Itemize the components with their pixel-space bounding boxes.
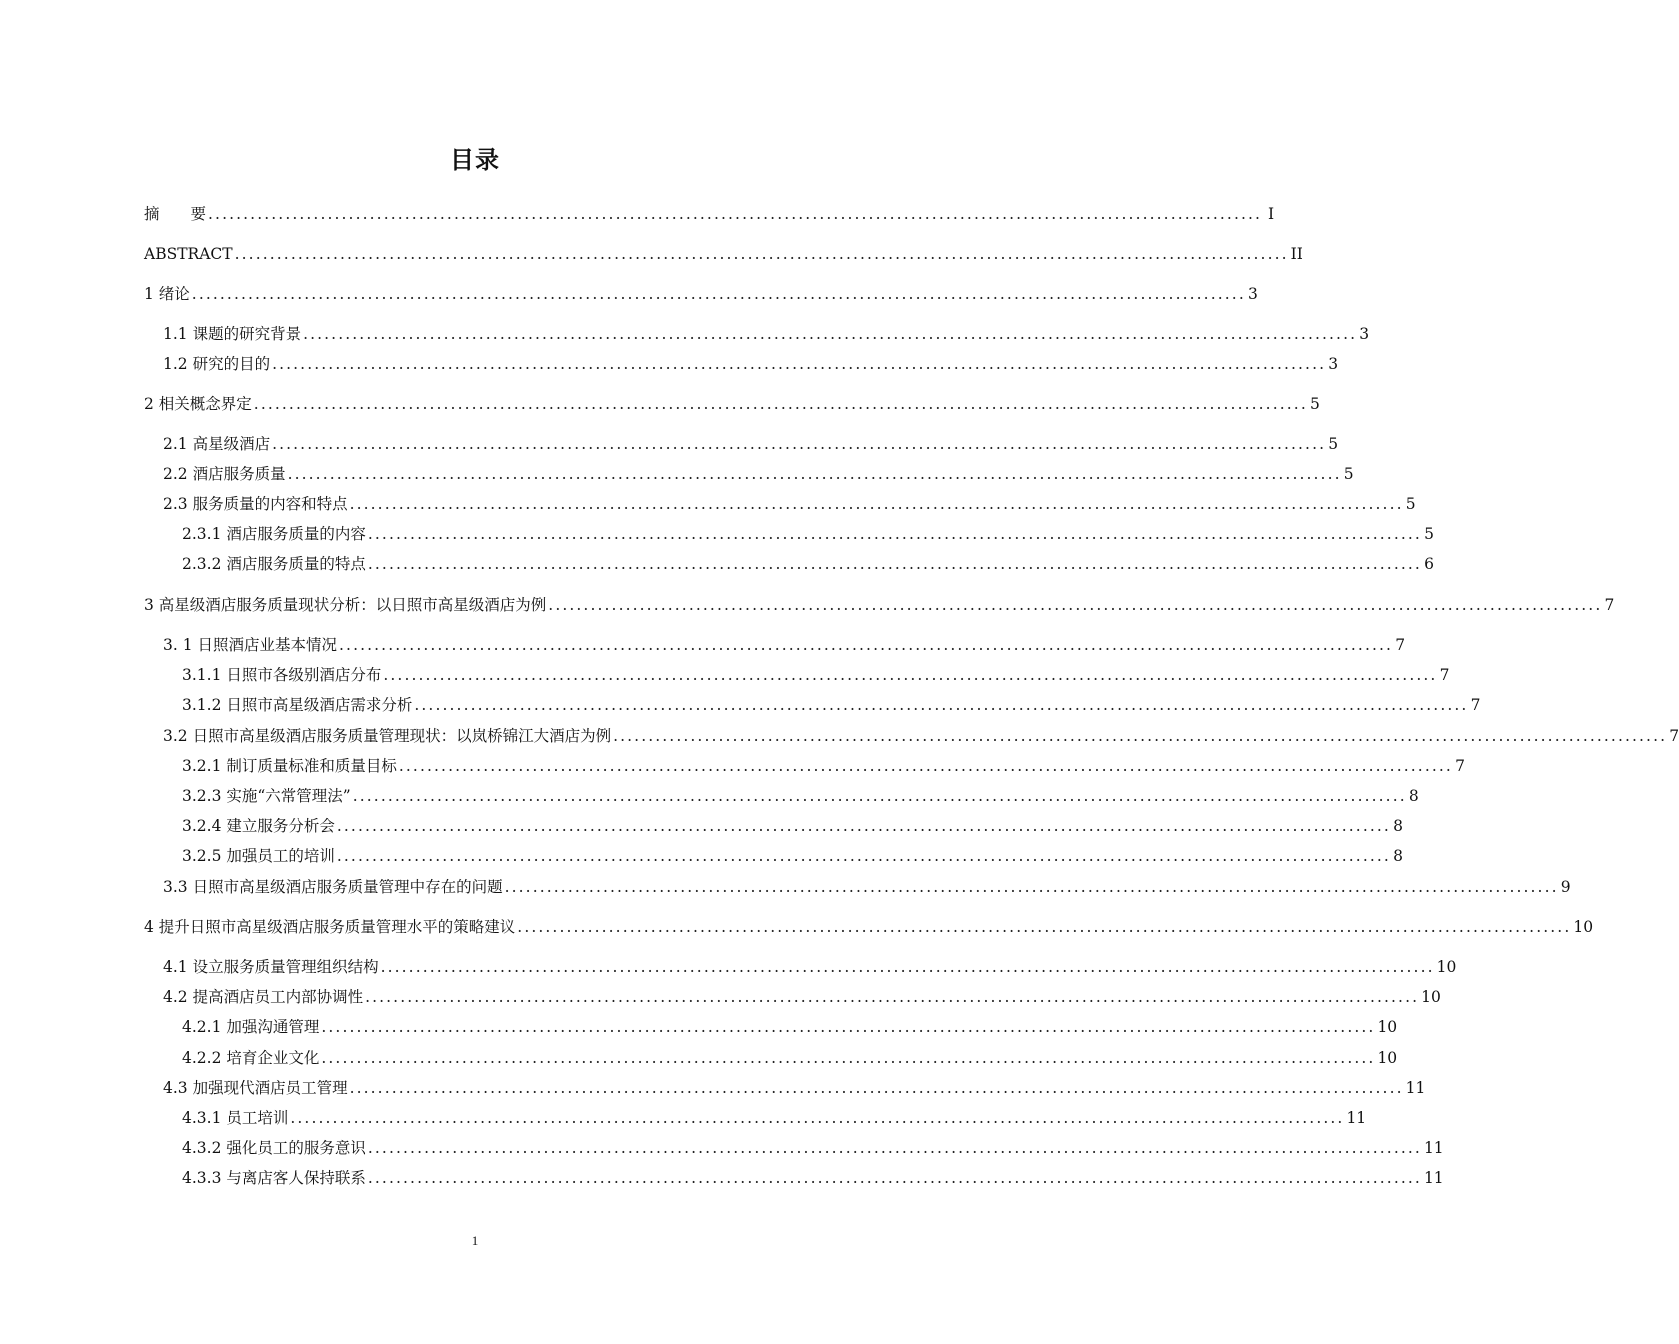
toc-entry-label: 3.2 日照市高星级酒店服务质量管理现状：以岚桥锦江大酒店为例 [163,727,612,745]
toc-entry-page: 5 [1328,435,1339,453]
toc-entry-page: II [1290,245,1303,263]
toc-entry-section-2-3[interactable] [163,491,1416,515]
toc-entry-label: 3 高星级酒店服务质量现状分析：以日照市高星级酒店为例 [144,596,547,614]
toc-dot-leader: ...................................................................................................................................................... [398,757,1453,775]
toc-entry-page: 11 [1423,1139,1444,1157]
toc-entry-label: 4.1 设立服务质量管理组织结构 [163,958,379,976]
toc-dot-leader: ...................................................................................................................................................... [504,878,1559,896]
toc-dot-leader: ...................................................................................................................................................... [367,1169,1422,1187]
toc-dot-leader: ...................................................................................................................................................... [208,205,1263,223]
toc-dot-leader: ...................................................................................................................................................... [290,1109,1345,1127]
toc-dot-leader: ...................................................................................................................................................... [191,285,1246,303]
toc-dot-leader: ...................................................................................................................................................... [548,596,1603,614]
toc-dot-leader: ...................................................................................................................................................... [287,465,1342,483]
toc-entry-page: 10 [1377,1049,1398,1067]
toc-entry-page: 10 [1421,988,1441,1006]
toc-dot-leader: ...................................................................................................................................................... [352,787,1407,805]
toc-dot-leader: ...................................................................................................................................................... [367,1139,1422,1157]
toc-entry-label: 4.3.3 与离店客人保持联系 [182,1169,366,1187]
toc-entry-label: 2 相关概念界定 [144,395,252,413]
toc-entry-page: 6 [1424,555,1434,573]
toc-entry-section-4-2[interactable] [163,984,1441,1008]
toc-entry-label: 4 提升日照市高星级酒店服务质量管理水平的策略建议 [144,918,516,936]
toc-entry-label: 4.3.1 员工培训 [182,1109,289,1127]
toc-entry-section-3-2[interactable] [163,723,1679,747]
toc-entry-label: 摘 要 [144,205,207,223]
toc-dot-leader: ...................................................................................................................................................... [613,727,1668,745]
toc-entry-section-3-1[interactable] [163,632,1406,656]
toc-entry-page: 10 [1436,958,1457,976]
toc-entry-chapter-2[interactable] [144,391,1320,415]
toc-dot-leader: ...................................................................................................................................................... [339,636,1394,654]
toc-entry-label: 2.2 酒店服务质量 [163,465,286,483]
toc-entry-label: 2.3 服务质量的内容和特点 [163,495,348,513]
toc-entry-section-4-3-2[interactable] [182,1135,1444,1159]
toc-entry-page: 5 [1343,465,1354,483]
toc-entry-section-3-3[interactable] [163,874,1571,898]
toc-dot-leader: ...................................................................................................................................................... [365,988,1420,1006]
toc-entry-section-4-3-1[interactable] [182,1105,1367,1129]
toc-entry-section-3-1-2[interactable] [182,692,1481,716]
toc-entry-section-3-2-4[interactable] [182,813,1403,837]
toc-entry-chapter-4[interactable] [144,914,1594,938]
toc-dot-leader: ...................................................................................................................................................... [380,958,1435,976]
toc-dot-leader: ...................................................................................................................................................... [383,666,1438,684]
toc-entry-page: 8 [1393,817,1403,835]
toc-entry-label: 3.2.4 建立服务分析会 [182,817,335,835]
toc-entry-page: 7 [1439,666,1450,684]
toc-dot-leader: ...................................................................................................................................................... [367,525,1422,543]
toc-entry-label: 3.1.1 日照市各级别酒店分布 [182,666,382,684]
toc-entry-page: 7 [1604,596,1615,614]
toc-entry-page: 7 [1669,727,1679,745]
toc-entry-page: 11 [1346,1109,1367,1127]
toc-entry-page: I [1267,205,1275,223]
toc-entry-page: 5 [1309,395,1320,413]
toc-entry-section-2-1[interactable] [163,431,1339,455]
toc-entry-section-4-2-1[interactable] [182,1014,1398,1038]
toc-entry-section-1-2[interactable] [163,351,1339,375]
toc-entry-page: 8 [1393,847,1403,865]
toc-entry-section-3-2-3[interactable] [182,783,1419,807]
toc-entry-label: 3. 1 日照酒店业基本情况 [163,636,338,654]
toc-entry-label: 1 绪论 [144,285,190,303]
toc-entry-abstract-cn[interactable] [144,201,1275,225]
toc-entry-page: 7 [1395,636,1406,654]
toc-entry-section-4-1[interactable] [163,954,1457,978]
toc-entry-page: 11 [1405,1079,1426,1097]
toc-entry-label: 2.3.1 酒店服务质量的内容 [182,525,366,543]
toc-entry-label: 3.2.3 实施“六常管理法” [182,787,351,805]
toc-entry-label: 4.3.2 强化员工的服务意识 [182,1139,366,1157]
toc-entry-section-4-3-3[interactable] [182,1165,1444,1189]
toc-entry-page: 3 [1247,285,1258,303]
toc-entry-page: 9 [1560,878,1571,896]
toc-entry-label: 1.1 课题的研究背景 [163,325,302,343]
toc-entry-label: 3.2.1 制订质量标准和质量目标 [182,757,397,775]
toc-entry-chapter-1[interactable] [144,281,1258,305]
toc-dot-leader: ...................................................................................................................................................... [272,435,1327,453]
toc-entry-page: 8 [1408,787,1419,805]
toc-dot-leader: ...................................................................................................................................................... [321,1049,1376,1067]
toc-dot-leader: ...................................................................................................................................................... [349,1079,1404,1097]
toc-entry-section-4-3[interactable] [163,1075,1426,1099]
toc-dot-leader: ...................................................................................................................................................... [414,696,1469,714]
toc-entry-label: 2.3.2 酒店服务质量的特点 [182,555,366,573]
toc-dot-leader: ...................................................................................................................................................... [272,355,1327,373]
toc-entry-label: 2.1 高星级酒店 [163,435,271,453]
toc-dot-leader: ...................................................................................................................................................... [367,555,1422,573]
toc-dot-leader: ...................................................................................................................................................... [303,325,1358,343]
toc-entry-label: 3.3 日照市高星级酒店服务质量管理中存在的问题 [163,878,503,896]
toc-entry-page: 10 [1573,918,1594,936]
toc-entry-label: 3.2.5 加强员工的培训 [182,847,335,865]
toc-entry-label: 4.3 加强现代酒店员工管理 [163,1079,348,1097]
toc-entry-abstract-en[interactable] [144,241,1303,265]
toc-entry-page: 11 [1423,1169,1444,1187]
toc-entry-section-2-2[interactable] [163,461,1354,485]
toc-entry-label: ABSTRACT [144,245,233,263]
toc-entry-section-2-3-1[interactable] [182,521,1434,545]
toc-title: 目录 [450,146,500,174]
toc-dot-leader: ...................................................................................................................................................... [349,495,1404,513]
toc-dot-leader: ...................................................................................................................................................... [321,1018,1376,1036]
toc-dot-leader: ...................................................................................................................................................... [336,847,1391,865]
toc-dot-leader: ...................................................................................................................................................... [253,395,1308,413]
toc-entry-page: 5 [1405,495,1416,513]
toc-entry-label: 1.2 研究的目的 [163,355,271,373]
toc-entry-section-3-2-1[interactable] [182,753,1465,777]
toc-dot-leader: ...................................................................................................................................................... [234,245,1289,263]
toc-entry-page: 3 [1328,355,1339,373]
toc-entry-section-3-1-1[interactable] [182,662,1450,686]
toc-entry-label: 4.2.2 培育企业文化 [182,1049,320,1067]
toc-entry-label: 3.1.2 日照市高星级酒店需求分析 [182,696,413,714]
toc-entry-section-2-3-2[interactable] [182,551,1434,575]
toc-dot-leader: ...................................................................................................................................................... [336,817,1391,835]
toc-entry-label: 4.2 提高酒店员工内部协调性 [163,988,364,1006]
toc-dot-leader: ...................................................................................................................................................... [517,918,1572,936]
toc-entry-page: 7 [1455,757,1465,775]
footer-page-number: 1 [471,1233,479,1248]
toc-entry-page: 7 [1470,696,1481,714]
toc-entry-section-1-1[interactable] [163,321,1370,345]
toc-entry-section-4-2-2[interactable] [182,1045,1398,1069]
toc-entry-page: 5 [1424,525,1434,543]
toc-entry-chapter-3[interactable] [144,592,1615,616]
toc-entry-label: 4.2.1 加强沟通管理 [182,1018,320,1036]
toc-entry-section-3-2-5[interactable] [182,843,1403,867]
toc-entry-page: 3 [1359,325,1370,343]
toc-entry-page: 10 [1377,1018,1398,1036]
